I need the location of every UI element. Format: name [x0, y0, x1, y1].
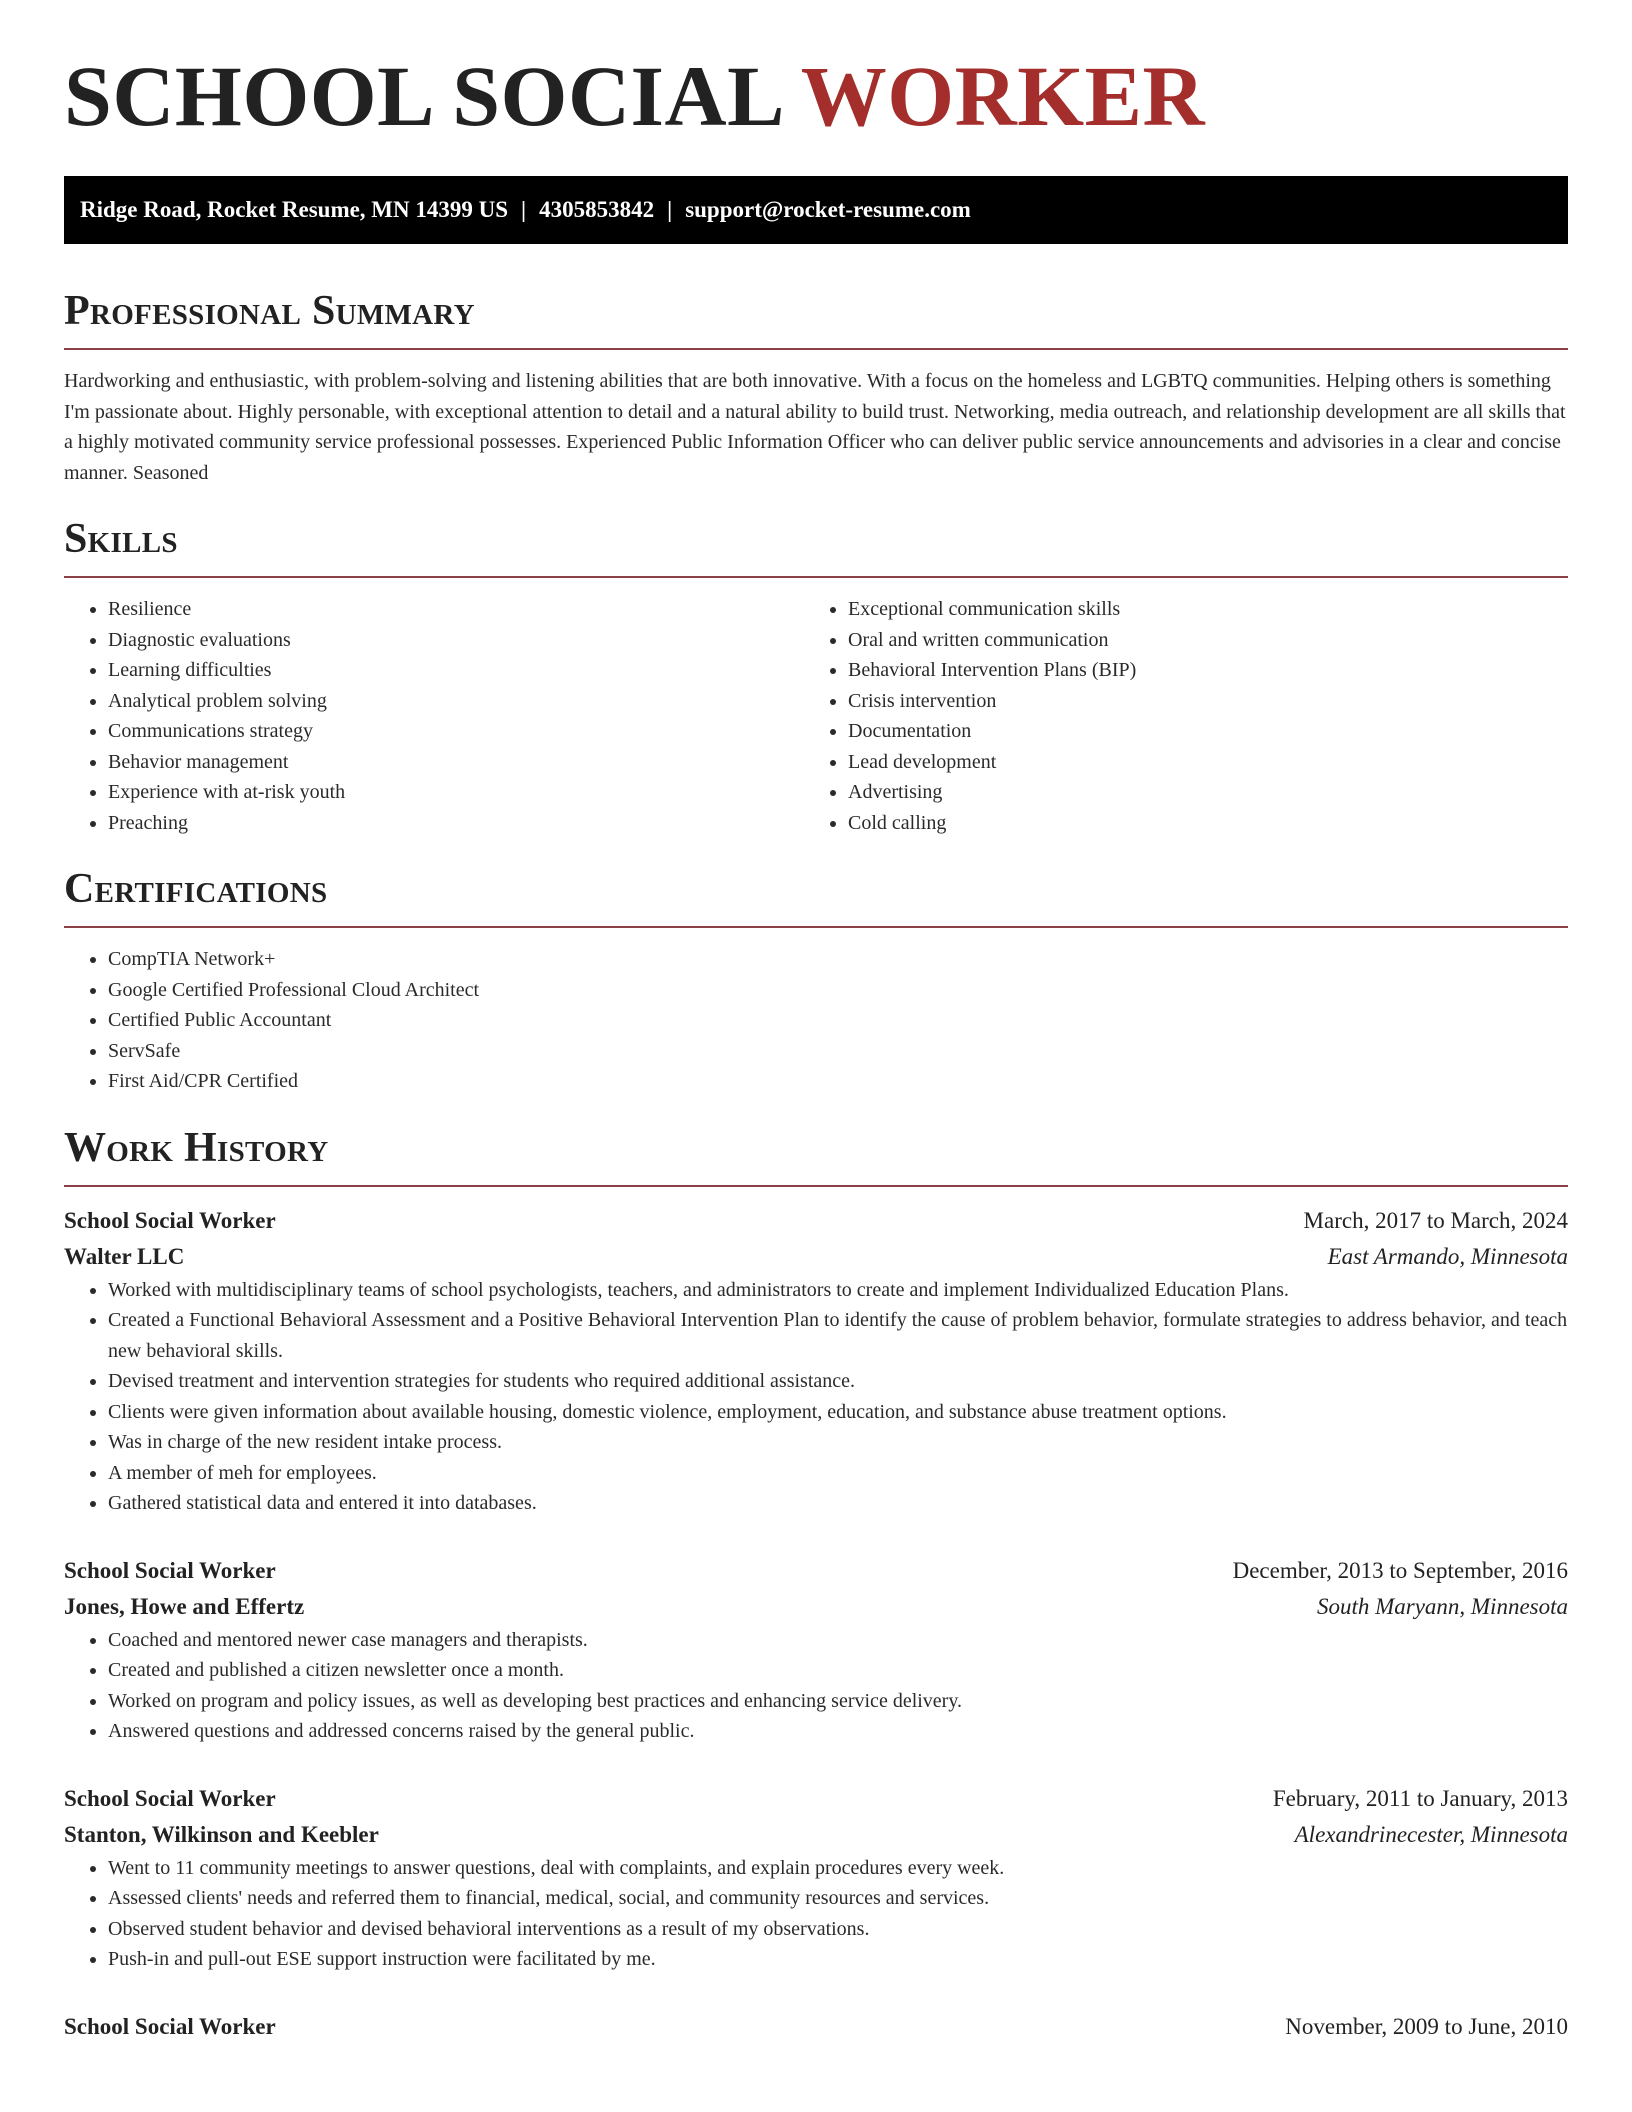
certification-item: • Google Certified Professional Cloud Architect: [108, 975, 1568, 1006]
job-duty-item: • Worked on program and policy issues, as well as developing best practices and enhancing service delivery.: [108, 1686, 1568, 1717]
work-history-section: [64, 1123, 1568, 2045]
skill-item: • Analytical problem solving: [108, 686, 804, 717]
job-entry: [64, 1553, 1568, 1747]
skill-item: • Exceptional communication skills: [848, 594, 1544, 625]
job-duty-item: • Assessed clients' needs and referred them to financial, medical, social, and community resources and services.: [108, 1883, 1568, 1914]
skills-list-left: [64, 594, 804, 838]
skill-item: • Documentation: [848, 716, 1544, 747]
job-duty-item: • Observed student behavior and devised behavioral interventions as a result of my observations.: [108, 1914, 1568, 1945]
summary-text: Hardworking and enthusiastic, with problem-solving and listening abilities that are both innovative. With a focus on the homeless and LGBTQ communities. Helping others is something I'm passionate about. Highly personable, with exceptional attention to detail and a natural ability to build trust. Networking, media outreach, and relationship development are all skills that a highly motivated community service professional possesses. Experienced Public Information Officer who can deliver public service announcements and advisories in a clear and concise manner. Seasoned: [64, 370, 1566, 484]
job-duty-item: • Created a Functional Behavioral Assessment and a Positive Behavioral Intervention Plan to identify the cause of problem behavior, formulate strategies to address behavior, and teach new behavioral skills.: [108, 1305, 1568, 1366]
skill-item: • Preaching: [108, 808, 804, 839]
job-duty-item: • Clients were given information about available housing, domestic violence, employment, education, and substance abuse treatment options.: [108, 1397, 1568, 1428]
title-part-2: WORKER: [800, 48, 1206, 144]
skill-item: • Cold calling: [848, 808, 1544, 839]
job-company: Stanton, Wilkinson and Keebler: [64, 1821, 379, 1847]
job-duty-item: • Coached and mentored newer case managers and therapists.: [108, 1625, 1568, 1656]
job-duties-list: [64, 1275, 1568, 1519]
job-duty-item: • Went to 11 community meetings to answer questions, deal with complaints, and explain procedures every week.: [108, 1853, 1568, 1884]
skill-item: • Behavioral Intervention Plans (BIP): [848, 655, 1544, 686]
section-heading-skills: Skills: [64, 516, 178, 562]
section-heading-certifications: Certifications: [64, 866, 328, 912]
job-header-row: [64, 2009, 1568, 2045]
contact-separator: |: [667, 197, 673, 222]
certification-item: • CompTIA Network+: [108, 944, 1568, 975]
job-title: School Social Worker: [64, 1557, 276, 1583]
section-divider: [64, 926, 1568, 928]
job-employer-row: [64, 1239, 1568, 1275]
certification-item: • Certified Public Accountant: [108, 1005, 1568, 1036]
certification-item: • ServSafe: [108, 1036, 1568, 1067]
resume-title: [64, 0, 1568, 144]
certifications-section: [64, 864, 1568, 1097]
certifications-list: [64, 944, 1568, 1097]
contact-phone: 4305853842: [539, 197, 655, 222]
skills-list-right: [804, 594, 1544, 838]
job-duty-item: • Devised treatment and intervention strategies for students who required additional assistance.: [108, 1366, 1568, 1397]
job-location: East Armando, Minnesota: [1327, 1243, 1568, 1269]
job-duty-item: • Push-in and pull-out ESE support instruction were facilitated by me.: [108, 1944, 1568, 1975]
job-dates: November, 2009 to June, 2010: [1285, 2013, 1568, 2039]
job-entry: [64, 1203, 1568, 1519]
skill-item: • Advertising: [848, 777, 1544, 808]
job-title: School Social Worker: [64, 2013, 276, 2039]
skill-item: • Diagnostic evaluations: [108, 625, 804, 656]
skills-section: [64, 514, 1568, 838]
job-location: Alexandrinecester, Minnesota: [1294, 1821, 1568, 1847]
job-employer-row: [64, 1817, 1568, 1853]
job-header-row: [64, 1781, 1568, 1817]
job-employer-row: [64, 1589, 1568, 1625]
job-duty-item: • Worked with multidisciplinary teams of school psychologists, teachers, and administrators to create and implement Individualized Education Plans.: [108, 1275, 1568, 1306]
skill-item: • Communications strategy: [108, 716, 804, 747]
skill-item: • Resilience: [108, 594, 804, 625]
contact-address: Ridge Road, Rocket Resume, MN 14399 US: [80, 197, 509, 222]
section-divider: [64, 1185, 1568, 1187]
job-duty-item: • Created and published a citizen newsletter once a month.: [108, 1655, 1568, 1686]
job-header-row: [64, 1203, 1568, 1239]
job-entry: [64, 1781, 1568, 1975]
skills-column-right: [804, 594, 1544, 838]
job-duty-item: • Gathered statistical data and entered it into databases.: [108, 1488, 1568, 1519]
job-location: South Maryann, Minnesota: [1316, 1593, 1568, 1619]
job-duty-item: • Was in charge of the new resident intake process.: [108, 1427, 1568, 1458]
summary-section: [64, 286, 1568, 488]
job-duty-item: • A member of meh for employees.: [108, 1458, 1568, 1489]
skill-item: • Behavior management: [108, 747, 804, 778]
job-title: School Social Worker: [64, 1785, 276, 1811]
job-company: Walter LLC: [64, 1243, 185, 1269]
contact-email: support@rocket-resume.com: [685, 197, 971, 222]
job-company: Jones, Howe and Effertz: [64, 1593, 305, 1619]
job-entry: [64, 2009, 1568, 2045]
job-duties-list: [64, 1853, 1568, 1975]
job-title: School Social Worker: [64, 1207, 276, 1233]
skills-column-left: [64, 594, 804, 838]
skill-item: • Lead development: [848, 747, 1544, 778]
section-divider: [64, 576, 1568, 578]
section-heading-summary: Professional Summary: [64, 288, 475, 334]
contact-bar: [64, 176, 1568, 244]
job-duties-list: [64, 1625, 1568, 1747]
skill-item: • Oral and written communication: [848, 625, 1544, 656]
section-divider: [64, 348, 1568, 350]
title-part-1: SCHOOL SOCIAL: [64, 48, 781, 144]
skills-grid: [64, 594, 1568, 838]
skill-item: • Crisis intervention: [848, 686, 1544, 717]
skill-item: • Learning difficulties: [108, 655, 804, 686]
contact-separator: |: [521, 197, 527, 222]
job-header-row: [64, 1553, 1568, 1589]
job-dates: February, 2011 to January, 2013: [1272, 1785, 1568, 1811]
job-dates: March, 2017 to March, 2024: [1303, 1207, 1568, 1233]
job-duty-item: • Answered questions and addressed concerns raised by the general public.: [108, 1716, 1568, 1747]
certification-item: • First Aid/CPR Certified: [108, 1066, 1568, 1097]
job-dates: December, 2013 to September, 2016: [1232, 1557, 1568, 1583]
section-heading-work-history: Work History: [64, 1124, 329, 1171]
skill-item: • Experience with at-risk youth: [108, 777, 804, 808]
